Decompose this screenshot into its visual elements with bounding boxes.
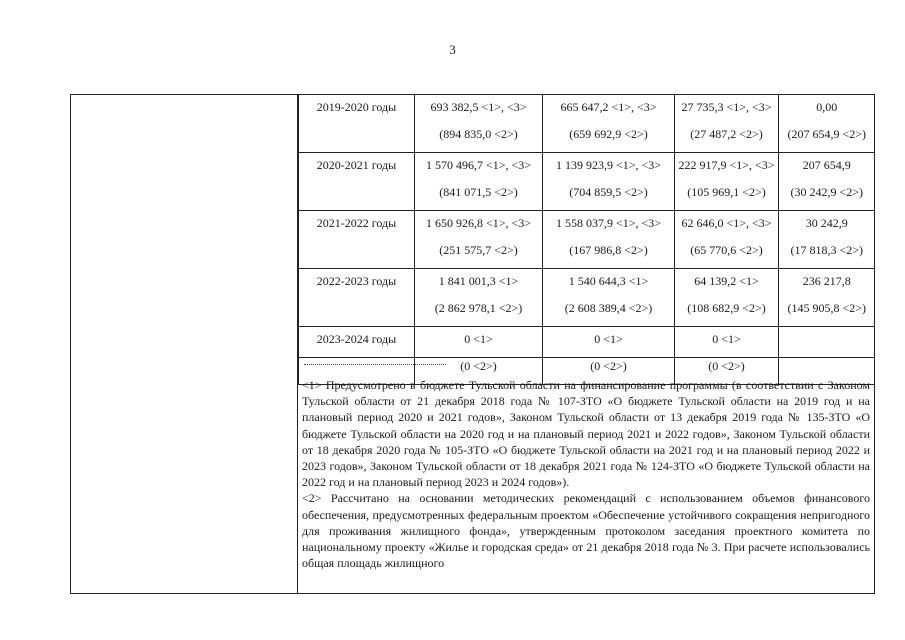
amount-primary: 1 139 923,9 <1>, <3> <box>555 158 662 172</box>
amount-secondary: (207 654,9 <2>) <box>787 127 867 141</box>
amount-primary: 1 570 496,7 <1>, <3> <box>425 158 532 172</box>
amount-secondary: (0 <2>) <box>708 359 745 373</box>
footnote-separator <box>304 364 446 365</box>
amount-primary: 64 139,2 <1> <box>694 274 759 288</box>
amount-cell <box>543 153 675 211</box>
amount-secondary: (0 <2>) <box>590 359 627 373</box>
amount-secondary: (17 818,3 <2>) <box>790 243 864 257</box>
amount-primary: 1 650 926,8 <1>, <3> <box>425 216 532 230</box>
amount-primary: 693 382,5 <1>, <3> <box>430 100 527 114</box>
amount-secondary: (841 071,5 <2>) <box>439 185 518 199</box>
table-row <box>299 95 875 153</box>
amount-secondary: (27 487,2 <2>) <box>690 127 763 141</box>
period-cell: 2021-2022 годы <box>299 211 415 269</box>
footnote-2: <2> Рассчитано на основании методических рекомендаций с использованием объемов финансового обеспечения, предусмотренных федеральным проектом «Обеспечение устойчивого сокращения непригодного для проживания жилищного фонда», утвержденным протоколом заседания проектного комитета по национальному проекту «Жилье и городская среда» от 21 декабря 2018 года № 3. При расчете использовались общая площадь жилищного <box>302 491 870 571</box>
amount-cell <box>675 95 779 153</box>
amount-cell <box>415 153 543 211</box>
table-frame <box>70 94 875 593</box>
amount-cell <box>779 153 875 211</box>
left-column <box>71 95 298 593</box>
amount-cell <box>779 95 875 153</box>
amount-cell <box>675 153 779 211</box>
amount-primary: 0 <1> <box>464 332 493 346</box>
amount-primary: 665 647,2 <1>, <3> <box>560 100 657 114</box>
period-cell: 2019-2020 годы <box>299 95 415 153</box>
amount-primary: 0 <1> <box>594 332 623 346</box>
amount-secondary: (65 770,6 <2>) <box>690 243 763 257</box>
amount-primary <box>779 327 875 352</box>
amount-primary: 207 654,9 <box>802 158 851 172</box>
table-row <box>299 211 875 269</box>
amount-secondary: (108 682,9 <2>) <box>687 301 766 315</box>
amount-cell <box>779 269 875 327</box>
amount-secondary: (2 862 978,1 <2>) <box>434 301 523 315</box>
amount-primary: 62 646,0 <1>, <3> <box>681 216 772 230</box>
amount-primary: 0 <1> <box>712 332 741 346</box>
footnote-1: <1> Предусмотрено в бюджете Тульской области на финансирование программы (в соответствии с Законом Тульской области от 21 декабря 2018 года № 107-ЗТО «О бюджете Тульской области на 2019 год и на плановый период 2020 и 2021 годов», Законом Тульской области от 13 декабря 2019 года № 135-ЗТО «О бюджете Тульской области на 2020 год и на плановый период 2021 и 2022 годов», Законом Тульской области от 18 декабря 2020 года № 105-ЗТО «О бюджете Тульской области на 2021 год и на плановый период 2022 и 2023 годов», Законом Тульской области от 18 декабря 2021 года № 124-ЗТО «О бюджете Тульской области на 2022 год и на плановый период 2023 и 2024 годов»). <box>302 378 870 490</box>
amount-primary: 236 217,8 <box>802 274 851 288</box>
amount-secondary: (704 859,5 <2>) <box>569 185 648 199</box>
page-number: 3 <box>449 42 456 57</box>
table-row <box>299 153 875 211</box>
funding-table <box>298 95 875 385</box>
amount-secondary: (145 905,8 <2>) <box>787 301 867 315</box>
amount-secondary: (167 986,8 <2>) <box>569 243 648 257</box>
amount-cell <box>415 269 543 327</box>
amount-secondary: (894 835,0 <2>) <box>439 127 518 141</box>
amount-cell <box>415 211 543 269</box>
amount-cell <box>675 269 779 327</box>
amount-secondary: (105 969,1 <2>) <box>687 185 766 199</box>
amount-secondary: (659 692,9 <2>) <box>569 127 648 141</box>
amount-primary: 27 735,3 <1>, <3> <box>681 100 772 114</box>
period-cell: 2022-2023 годы <box>299 269 415 327</box>
amount-cell <box>779 211 875 269</box>
period-cell: 2023-2024 годы <box>299 327 415 385</box>
bottom-rule <box>70 593 875 594</box>
amount-cell <box>543 211 675 269</box>
amount-secondary: (30 242,9 <2>) <box>790 185 864 199</box>
amount-primary: 0,00 <box>816 100 838 114</box>
amount-secondary: (0 <2>) <box>460 359 497 373</box>
table-row <box>299 269 875 327</box>
period-cell: 2020-2021 годы <box>299 153 415 211</box>
amount-cell <box>543 95 675 153</box>
amount-secondary: (251 575,7 <2>) <box>439 243 518 257</box>
amount-secondary: (2 608 389,4 <2>) <box>564 301 653 315</box>
amount-primary: 1 540 644,3 <1> <box>568 274 649 288</box>
amount-primary: 1 558 037,9 <1>, <3> <box>555 216 662 230</box>
amount-primary: 1 841 001,3 <1> <box>438 274 519 288</box>
amount-cell <box>543 269 675 327</box>
amount-cell <box>675 211 779 269</box>
amount-cell <box>415 95 543 153</box>
amount-primary: 222 917,9 <1>, <3> <box>678 158 775 172</box>
amount-primary: 30 242,9 <box>805 216 848 230</box>
footnotes <box>298 357 874 571</box>
